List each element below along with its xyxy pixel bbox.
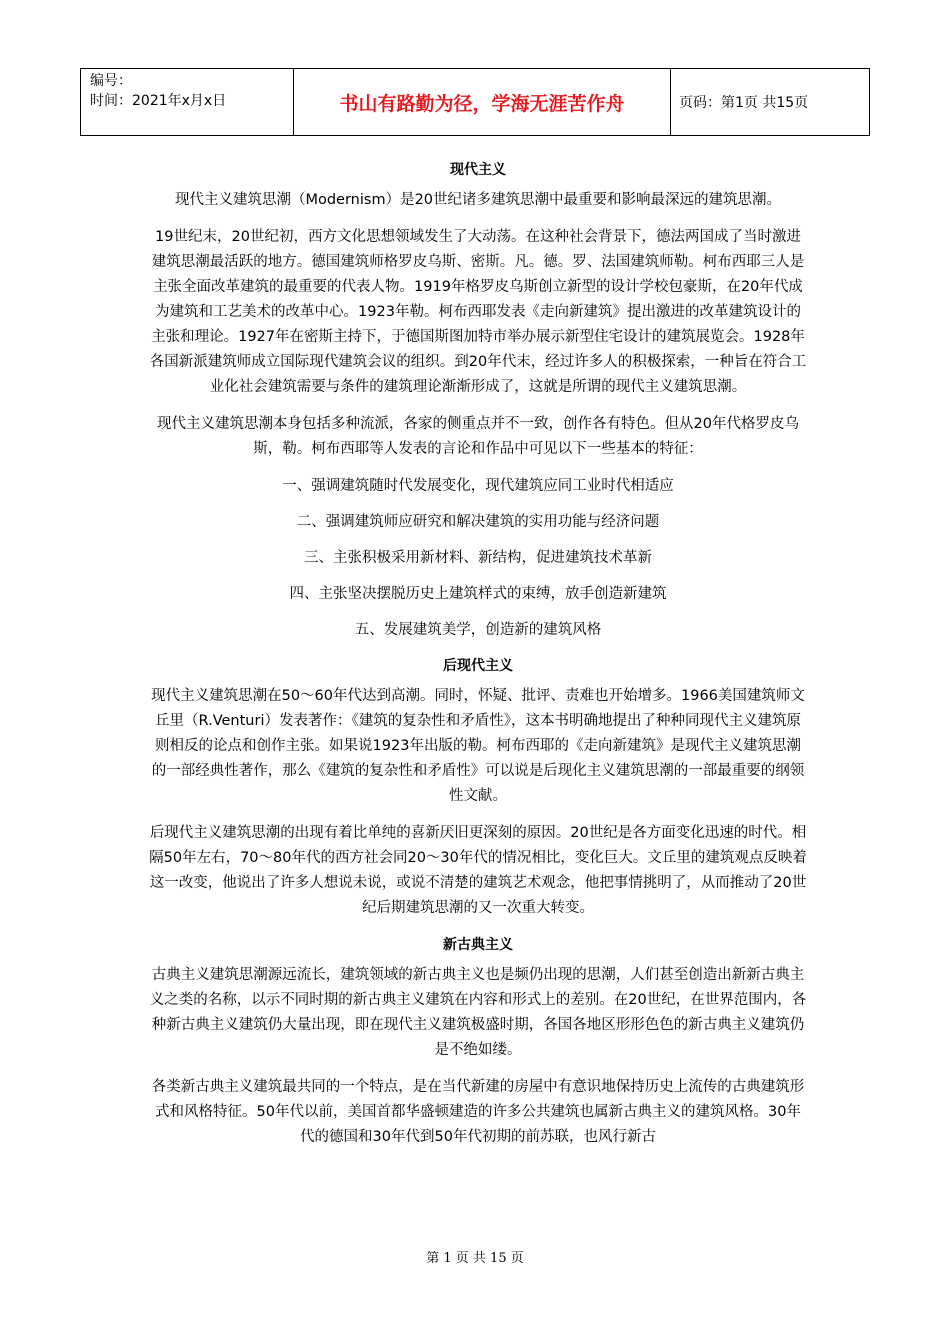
document-number-label: 编号： bbox=[90, 73, 132, 89]
section-title: 新古典主义 bbox=[443, 937, 513, 953]
feature-list-item: 三、主张积极采用新材料、新结构，促进建筑技术革新 bbox=[304, 550, 652, 566]
feature-list-item: 二、强调建筑师应研究和解决建筑的实用功能与经济问题 bbox=[296, 514, 660, 530]
header-table bbox=[80, 68, 870, 136]
feature-list-item: 五、发展建筑美学，创造新的建筑风格 bbox=[354, 622, 602, 638]
section-title: 后现代主义 bbox=[443, 658, 513, 674]
document-body bbox=[148, 158, 808, 1162]
paragraph: 现代主义建筑思潮（Modernism）是20世纪诸多建筑思潮中最重要和影响最深远的建筑思潮。 bbox=[174, 192, 782, 208]
paragraph: 后现代主义建筑思潮的出现有着比单纯的喜新厌旧更深刻的原因。20世纪是各方面变化迅速的时代。相隔50年左右，70～80年代的西方社会同20～30年代的情况相比，变化巨大。文丘里的建筑观点反映着这一改变，他说出了许多人想说未说，或说不清楚的建筑艺术观念，他把事情挑明了，从而推动了20世纪后期建筑思潮的又一次重大转变。 bbox=[149, 825, 807, 916]
paragraph: 各类新古典主义建筑最共同的一个特点，是在当代新建的房屋中有意识地保持历史上流传的古典建筑形式和风格特征。50年代以前，美国首都华盛顿建造的许多公共建筑也属新古典主义的建筑风格。30年代的德国和30年代到50年代初期的前苏联，也风行新古 bbox=[151, 1079, 805, 1145]
paragraph: 现代主义建筑思潮本身包括多种流派，各家的侧重点并不一致，创作各有特色。但从20年代格罗皮乌斯，勒。柯布西耶等人发表的言论和作品中可见以下一些基本的特征： bbox=[157, 416, 799, 457]
section-title: 现代主义 bbox=[450, 162, 506, 178]
paragraph: 现代主义建筑思潮在50～60年代达到高潮。同时，怀疑、批评、责难也开始增多。1966美国建筑师文丘里（R.Venturi）发表著作：《建筑的复杂性和矛盾性》，这本书明确地提出了种种同现代主义建筑原则相反的论点和创作主张。如果说1923年出版的勒。柯布西耶的《走向新建筑》是现代主义建筑思潮的一部经典性著作，那么《建筑的复杂性和矛盾性》可以说是后现化主义建筑思潮的一部最重要的纲领性文献。 bbox=[151, 688, 805, 804]
header-motto-cell bbox=[294, 69, 671, 136]
header-info-cell bbox=[81, 69, 294, 136]
motto-text: 书山有路勤为径，学海无涯苦作舟 bbox=[339, 92, 625, 115]
feature-list-item: 一、强调建筑随时代发展变化，现代建筑应同工业时代相适应 bbox=[282, 478, 674, 494]
document-date-label: 时间：2021年x月x日 bbox=[90, 93, 227, 109]
page-footer: 第 1 页 共 15 页 bbox=[426, 1251, 524, 1266]
header-page-cell bbox=[671, 69, 870, 136]
paragraph: 19世纪末，20世纪初，西方文化思想领域发生了大动荡。在这种社会背景下，德法两国成了当时激进建筑思潮最活跃的地方。德国建筑师格罗皮乌斯、密斯。凡。德。罗、法国建筑师勒。柯布西耶三人是主张全面改革建筑的最重要的代表人物。1919年格罗皮乌斯创立新型的设计学校包豪斯，在20年代成为建筑和工艺美术的改革中心。1923年勒。柯布西耶发表《走向新建筑》提出激进的改革建筑设计的主张和理论。1927年在密斯主持下，于德国斯图加特市举办展示新型住宅设计的建筑展览会。1928年各国新派建筑师成立国际现代建筑会议的组织。到20年代末，经过许多人的积极探索，一种旨在符合工业化社会建筑需要与条件的建筑理论渐渐形成了，这就是所谓的现代主义建筑思潮。 bbox=[149, 229, 807, 395]
paragraph: 古典主义建筑思潮源远流长，建筑领域的新古典主义也是频仍出现的思潮，人们甚至创造出新新古典主义之类的名称，以示不同时期的新古典主义建筑在内容和形式上的差别。在20世纪，在世界范围内，各种新古典主义建筑仍大量出现，即在现代主义建筑极盛时期，各国各地区形形色色的新古典主义建筑仍是不绝如缕。 bbox=[149, 967, 807, 1058]
feature-list-item: 四、主张坚决摆脱历史上建筑样式的束缚，放手创造新建筑 bbox=[289, 586, 667, 602]
header-page-label: 页码：第1页 共15页 bbox=[679, 95, 809, 111]
